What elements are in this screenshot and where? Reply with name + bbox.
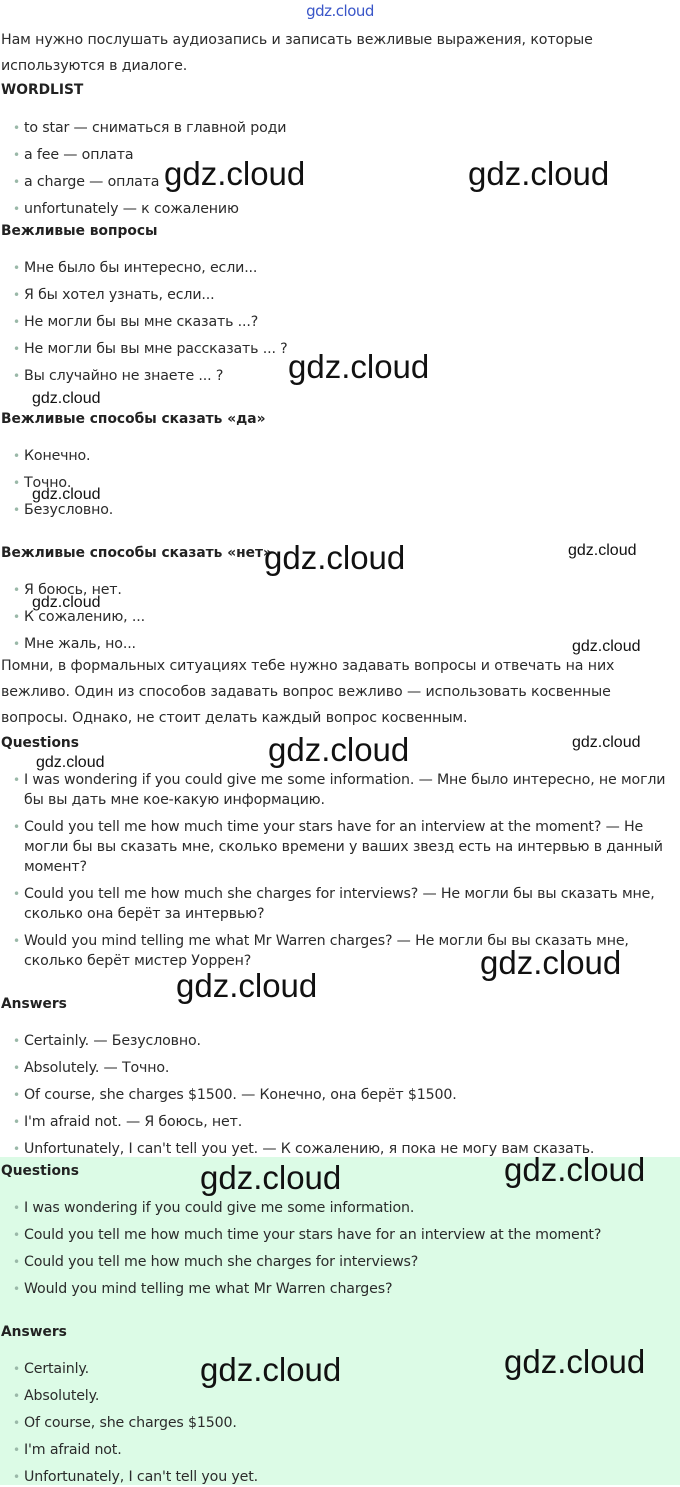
- watermark: gdz.cloud: [468, 155, 610, 192]
- list-item: • Unfortunately, I can't tell you yet. — К сожалению, я пока не могу вам сказать.: [24, 1139, 678, 1159]
- intro-paragraph: Нам нужно послушать аудиозапись и записать вежливые выражения, которые используются в диалоге.: [1, 32, 593, 74]
- list-item: • Absolutely.: [24, 1386, 678, 1406]
- list-item: • Я боюсь, нет.: [24, 580, 678, 600]
- list-item: • I was wondering if you could give me some information. — Мне было интересно, не могли бы вы дать мне кое-какую информацию.: [24, 770, 678, 810]
- list-item: • Of course, she charges $1500. — Конечно, она берёт $1500.: [24, 1085, 678, 1105]
- questions-answer-heading: Questions: [1, 1163, 79, 1179]
- watermark: gdz.cloud: [32, 390, 101, 407]
- list-item: • Мне было бы интересно, если...: [24, 258, 678, 278]
- watermark: gdz.cloud: [36, 754, 105, 771]
- list-item: • Could you tell me how much she charges for interviews?: [24, 1252, 678, 1272]
- list-item: • Would you mind telling me what Mr Warren charges?: [24, 1279, 678, 1299]
- list-item: • Не могли бы вы мне сказать ...?: [24, 312, 678, 332]
- remember-paragraph: Помни, в формальных ситуациях тебе нужно задавать вопросы и отвечать на них вежливо. Один из способов задавать вопрос вежливо — использовать косвенные вопросы. Однако, не стоит делать каждый вопрос косвенным.: [1, 658, 615, 726]
- wordlist-heading: WORDLIST: [1, 82, 84, 98]
- watermark: gdz.cloud: [32, 486, 101, 503]
- watermark: gdz.cloud: [264, 539, 406, 576]
- list-item: • Could you tell me how much time your stars have for an interview at the moment?: [24, 1225, 678, 1245]
- list-item: • to star — сниматься в главной роди: [24, 118, 678, 138]
- list-item: • Мне жаль, но...: [24, 634, 678, 654]
- list-item: • К сожалению, ...: [24, 607, 678, 627]
- watermark: gdz.cloud: [480, 944, 622, 981]
- list-item: • a charge — оплата: [24, 172, 678, 192]
- watermark: gdz.cloud: [504, 1151, 646, 1188]
- watermark: gdz.cloud: [288, 348, 430, 385]
- watermark: gdz.cloud: [572, 734, 641, 751]
- list-item: • I'm afraid not. — Я боюсь, нет.: [24, 1112, 678, 1132]
- watermark: gdz.cloud: [164, 155, 306, 192]
- list-item: • I was wondering if you could give me some information.: [24, 1198, 678, 1218]
- list-item: • Unfortunately, I can't tell you yet.: [24, 1467, 678, 1487]
- list-item: • Absolutely. — Точно.: [24, 1058, 678, 1078]
- list-item: • unfortunately — к сожалению: [24, 199, 678, 219]
- answers-answer-heading: Answers: [1, 1324, 67, 1340]
- site-link[interactable]: gdz.cloud: [306, 2, 374, 20]
- list-item: • Вы случайно не знаете ... ?: [24, 366, 678, 386]
- list-item: • Certainly.: [24, 1359, 678, 1379]
- list-item: • Безусловно.: [24, 500, 678, 520]
- polite-no-heading: Вежливые способы сказать «нет»: [1, 545, 272, 561]
- watermark: gdz.cloud: [504, 1343, 646, 1380]
- watermark: gdz.cloud: [200, 1159, 342, 1196]
- list-item: • Точно.: [24, 473, 678, 493]
- polite-yes-heading: Вежливые способы сказать «да»: [1, 411, 266, 427]
- list-item: • Could you tell me how much time your stars have for an interview at the moment? — Не могли бы вы сказать мне, сколько времени у ваших звезд есть на интервью в данный момент?: [24, 817, 678, 877]
- questions-translated-heading: Questions: [1, 735, 79, 751]
- watermark: gdz.cloud: [176, 967, 318, 1004]
- list-item: • I'm afraid not.: [24, 1440, 678, 1460]
- list-item: • Я бы хотел узнать, если...: [24, 285, 678, 305]
- list-item: • Would you mind telling me what Mr Warren charges? — Не могли бы вы сказать мне, сколько берёт мистер Уоррен?: [24, 931, 678, 971]
- list-item: • Could you tell me how much she charges for interviews? — Не могли бы вы сказать мне, сколько она берёт за интервью?: [24, 884, 678, 924]
- watermark: gdz.cloud: [268, 731, 410, 768]
- watermark: gdz.cloud: [572, 638, 641, 655]
- watermark: gdz.cloud: [568, 542, 637, 559]
- answers-translated-heading: Answers: [1, 996, 67, 1012]
- list-item: • Не могли бы вы мне рассказать ... ?: [24, 339, 678, 359]
- list-item: • Of course, she charges $1500.: [24, 1413, 678, 1433]
- watermark: gdz.cloud: [200, 1351, 342, 1388]
- watermark: gdz.cloud: [32, 594, 101, 611]
- list-item: • Конечно.: [24, 446, 678, 466]
- list-item: • Certainly. — Безусловно.: [24, 1031, 678, 1051]
- polite-questions-heading: Вежливые вопросы: [1, 223, 158, 239]
- list-item: • a fee — оплата: [24, 145, 678, 165]
